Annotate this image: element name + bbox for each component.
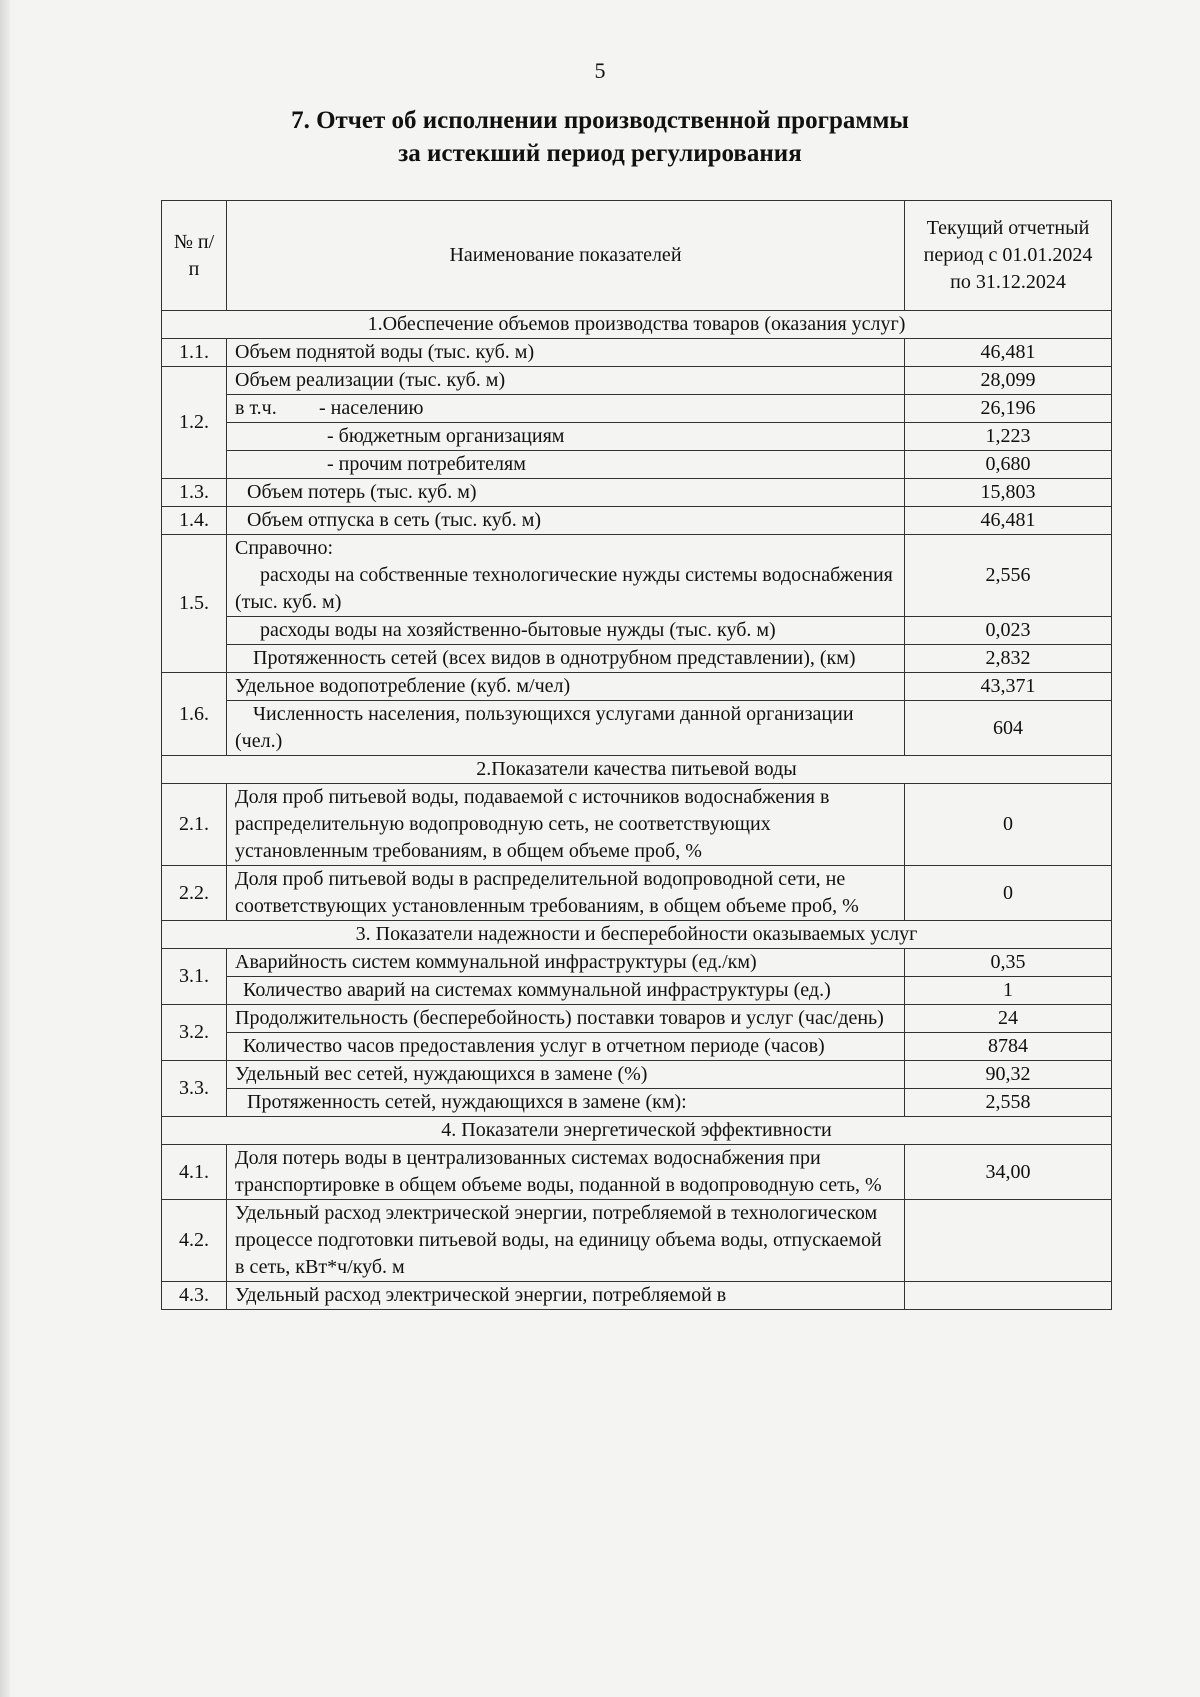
header-num: № п/п (162, 201, 227, 311)
row-name: - бюджетным организациям (227, 423, 905, 451)
table-row (162, 1145, 1112, 1200)
table-row (162, 479, 1112, 507)
table-row (162, 1282, 1112, 1310)
table-row (162, 1089, 1112, 1117)
row-num: 1.5. (162, 535, 227, 673)
row-value: 0,35 (905, 949, 1112, 977)
row-name: Протяженность сетей, нуждающихся в замене (км): (227, 1089, 905, 1117)
row-value: 26,196 (905, 395, 1112, 423)
row-name-text: расходы воды на хозяйственно-бытовые нужды (тыс. куб. м) (260, 619, 776, 641)
row-num: 1.4. (162, 507, 227, 535)
table-row (162, 367, 1112, 395)
row-value: 34,00 (905, 1145, 1112, 1200)
row-num: 3.2. (162, 1005, 227, 1061)
row-num: 1.6. (162, 673, 227, 756)
row-num: 2.2. (162, 866, 227, 921)
table-header-row (162, 201, 1112, 311)
scan-edge (0, 0, 10, 1697)
page-number: 5 (594, 58, 606, 83)
table-row (162, 1061, 1112, 1089)
row-name (227, 535, 905, 617)
row-name: Объем отпуска в сеть (тыс. куб. м) (227, 507, 905, 535)
row-name: Объем поднятой воды (тыс. куб. м) (227, 339, 905, 367)
section-row (162, 311, 1112, 339)
row-value: 0 (905, 866, 1112, 921)
row-value: 1 (905, 977, 1112, 1005)
row-name: Доля проб питьевой воды в распределительной водопроводной сети, не соответствующих установленным требованиям, в общем объеме проб, % (227, 866, 905, 921)
table-row (162, 866, 1112, 921)
table-row (162, 451, 1112, 479)
row-name: Удельный расход электрической энергии, потребляемой в технологическом процессе подготовки питьевой воды, на единицу объема воды, отпускаемой в сеть, кВт*ч/куб. м (227, 1200, 905, 1282)
section-row (162, 756, 1112, 784)
report-table (161, 200, 1112, 1310)
row-num: 1.2. (162, 367, 227, 479)
row-num: 4.3. (162, 1282, 227, 1310)
document-title (0, 104, 1200, 170)
row-name: Объем реализации (тыс. куб. м) (227, 367, 905, 395)
row-value: 2,832 (905, 645, 1112, 673)
row-name-text: расходы на собственные технологические нужды системы водоснабжения (тыс. куб. м) (235, 564, 893, 613)
row-name: Удельный вес сетей, нуждающихся в замене (%) (227, 1061, 905, 1089)
table-row (162, 673, 1112, 701)
row-name: Продолжительность (бесперебойность) поставки товаров и услуг (час/день) (227, 1005, 905, 1033)
row-name (227, 617, 905, 645)
row-name-text: Количество аварий на системах коммунальной инфраструктуры (ед.) (243, 979, 831, 1001)
row-num: 3.3. (162, 1061, 227, 1117)
table-row (162, 949, 1112, 977)
table-row (162, 507, 1112, 535)
table-row (162, 645, 1112, 673)
row-name-text: - населению (319, 397, 424, 419)
table-row (162, 977, 1112, 1005)
row-num: 4.1. (162, 1145, 227, 1200)
row-name-text: Численность населения, пользующихся услугами данной организации (чел.) (235, 703, 854, 752)
section-1-title: 1.Обеспечение объемов производства товаров (оказания услуг) (162, 311, 1112, 339)
table-row (162, 1033, 1112, 1061)
table-row (162, 701, 1112, 756)
row-name: Удельный расход электрической энергии, потребляемой в (227, 1282, 905, 1310)
row-name: - прочим потребителям (227, 451, 905, 479)
row-name (227, 395, 905, 423)
row-name (227, 977, 905, 1005)
header-name: Наименование показателей (227, 201, 905, 311)
row-name: Доля проб питьевой воды, подаваемой с источников водоснабжения в распределительную водопроводную сеть, не соответствующих установленным требованиям, в общем объеме проб, % (227, 784, 905, 866)
row-name-text: Количество часов предоставления услуг в отчетном периоде (часов) (243, 1035, 825, 1057)
section-row (162, 921, 1112, 949)
row-value: 0,680 (905, 451, 1112, 479)
row-value: 2,556 (905, 535, 1112, 617)
row-value: 604 (905, 701, 1112, 756)
row-name (227, 701, 905, 756)
section-3-title: 3. Показатели надежности и бесперебойности оказываемых услуг (162, 921, 1112, 949)
row-value (905, 1200, 1112, 1282)
table-row (162, 1200, 1112, 1282)
row-value: 46,481 (905, 339, 1112, 367)
row-num: 4.2. (162, 1200, 227, 1282)
section-row (162, 1117, 1112, 1145)
row-name-text: Протяженность сетей (всех видов в однотрубном представлении), (км) (253, 647, 856, 669)
row-name: Объем потерь (тыс. куб. м) (227, 479, 905, 507)
row-value: 8784 (905, 1033, 1112, 1061)
section-4-title: 4. Показатели энергетической эффективности (162, 1117, 1112, 1145)
row-value: 1,223 (905, 423, 1112, 451)
row-value (905, 1282, 1112, 1310)
row-num: 1.3. (162, 479, 227, 507)
row-num: 2.1. (162, 784, 227, 866)
section-2-title: 2.Показатели качества питьевой воды (162, 756, 1112, 784)
row-name (227, 645, 905, 673)
row-value: 2,558 (905, 1089, 1112, 1117)
table-row (162, 423, 1112, 451)
header-period: Текущий отчетный период с 01.01.2024 по 31.12.2024 (905, 201, 1112, 311)
row-num: 3.1. (162, 949, 227, 1005)
row-name: Удельное водопотребление (куб. м/чел) (227, 673, 905, 701)
title-line-2: за истекший период регулирования (398, 140, 802, 167)
table-row (162, 784, 1112, 866)
row-prefix: в т.ч. (235, 397, 277, 419)
row-value: 90,32 (905, 1061, 1112, 1089)
row-name: Аварийность систем коммунальной инфраструктуры (ед./км) (227, 949, 905, 977)
row-name: Доля потерь воды в централизованных системах водоснабжения при транспортировке в общем объеме воды, поданной в водопроводную сеть, % (227, 1145, 905, 1200)
title-line-1: 7. Отчет об исполнении производственной программы (291, 107, 909, 134)
row-value: 0 (905, 784, 1112, 866)
table-row (162, 395, 1112, 423)
row-value: 0,023 (905, 617, 1112, 645)
row-num: 1.1. (162, 339, 227, 367)
row-name (227, 1033, 905, 1061)
row-value: 24 (905, 1005, 1112, 1033)
table-row (162, 617, 1112, 645)
row-value: 46,481 (905, 507, 1112, 535)
row-head: Справочно: (235, 537, 334, 559)
table-row (162, 1005, 1112, 1033)
row-value: 15,803 (905, 479, 1112, 507)
table-row (162, 535, 1112, 617)
row-value: 43,371 (905, 673, 1112, 701)
row-value: 28,099 (905, 367, 1112, 395)
table-row (162, 339, 1112, 367)
